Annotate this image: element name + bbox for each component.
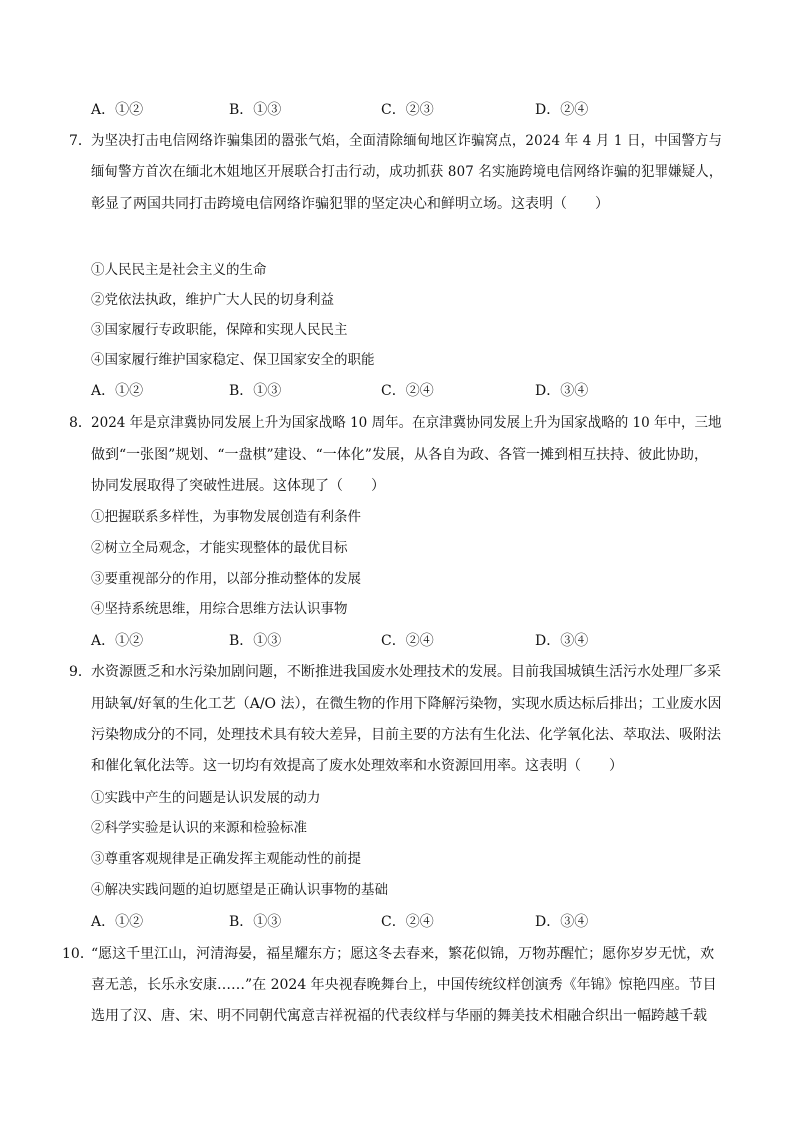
question-stem-line: 污染物成分的不同，处理技术具有较大差异，目前主要的方法有生化法、化学氧化法、萃取法、吸附法 [91, 727, 721, 743]
question-stem-line: 协同发展取得了突破性进展。这体现了（ ） [91, 478, 385, 494]
option-a[interactable]: A．①② [91, 102, 144, 118]
option-a[interactable]: A．①② [91, 914, 144, 930]
option-c[interactable]: C．②④ [381, 914, 434, 930]
option-c[interactable]: C．②④ [381, 383, 434, 399]
option-d[interactable]: D．②④ [535, 102, 589, 118]
option-b[interactable]: B．①③ [229, 383, 282, 399]
question-number: 8． [69, 415, 92, 431]
statement-3: ③要重视部分的作用，以部分推动整体的发展 [91, 571, 361, 587]
option-d[interactable]: D．③④ [535, 914, 589, 930]
question-stem-line: 彰显了两国共同打击跨境电信网络诈骗犯罪的坚定决心和鲜明立场。这表明（ ） [91, 196, 609, 212]
question-stem-line: 喜无恙，长乐永安康……”在 2024 年央视春晚舞台上，中国传统纹样创演秀《年锦》惊艳四座。节目 [91, 977, 717, 993]
option-c[interactable]: C．②④ [381, 633, 434, 649]
question-stem-line: 用缺氧/好氧的生化工艺（A/O 法），在微生物的作用下降解污染物，实现水质达标后排出；工业废水因 [91, 696, 722, 712]
option-d[interactable]: D．③④ [535, 633, 589, 649]
statement-4: ④解决实践问题的迫切愿望是正确认识事物的基础 [91, 882, 388, 898]
statement-1: ①把握联系多样性，为事物发展创造有利条件 [91, 509, 361, 525]
question-stem-line: 为坚决打击电信网络诈骗集团的嚣张气焰，全面清除缅甸地区诈骗窝点，2024 年 4 月 1 日，中国警方与 [91, 133, 723, 149]
statement-2: ②科学实验是认识的来源和检验标准 [91, 820, 307, 836]
question-stem-line: 2024 年是京津冀协同发展上升为国家战略 10 周年。在京津冀协同发展上升为国家战略的 10 年中，三地 [91, 415, 722, 431]
option-b[interactable]: B．①③ [229, 102, 282, 118]
statement-1: ①人民民主是社会主义的生命 [91, 262, 267, 278]
question-stem-line: 和催化氧化法等。这一切均有效提高了废水处理效率和水资源回用率。这表明（ ） [91, 758, 623, 774]
statement-2: ②树立全局观念，才能实现整体的最优目标 [91, 540, 348, 556]
question-stem-line: 水资源匮乏和水污染加剧问题，不断推进我国废水处理技术的发展。目前我国城镇生活污水处理厂多采 [91, 664, 721, 680]
option-b[interactable]: B．①③ [229, 914, 282, 930]
question-number: 9． [69, 664, 92, 680]
option-b[interactable]: B．①③ [229, 633, 282, 649]
option-a[interactable]: A．①② [91, 633, 144, 649]
option-d[interactable]: D．③④ [535, 383, 589, 399]
question-stem-line: 缅甸警方首次在缅北木姐地区开展联合打击行动，成功抓获 807 名实施跨境电信网络诈骗的犯罪嫌疑人， [91, 164, 723, 180]
question-number: 7． [69, 133, 92, 149]
statement-4: ④坚持系统思维，用综合思维方法认识事物 [91, 601, 348, 617]
statement-2: ②党依法执政，维护广大人民的切身利益 [91, 292, 334, 308]
statement-3: ③国家履行专政职能，保障和实现人民民主 [91, 322, 348, 338]
question-number: 10． [62, 946, 94, 962]
option-a[interactable]: A．①② [91, 383, 144, 399]
question-stem-line: 选用了汉、唐、宋、明不同朝代寓意吉祥祝福的代表纹样与华丽的舞美技术相融合织出一幅跨越千载 [91, 1008, 707, 1024]
question-stem-line: 做到“一张图”规划、“一盘棋”建设、“一体化”发展，从各自为政、各管一摊到相互扶持、彼此协助， [91, 447, 708, 463]
statement-1: ①实践中产生的问题是认识发展的动力 [91, 790, 321, 806]
question-stem-line: “愿这千里江山，河清海晏，福星耀东方；愿这冬去春来，繁花似锦，万物苏醒忙；愿你岁岁无忧，欢 [91, 946, 715, 962]
option-c[interactable]: C．②③ [381, 102, 434, 118]
statement-4: ④国家履行维护国家稳定、保卫国家安全的职能 [91, 352, 375, 368]
statement-3: ③尊重客观规律是正确发挥主观能动性的前提 [91, 851, 361, 867]
